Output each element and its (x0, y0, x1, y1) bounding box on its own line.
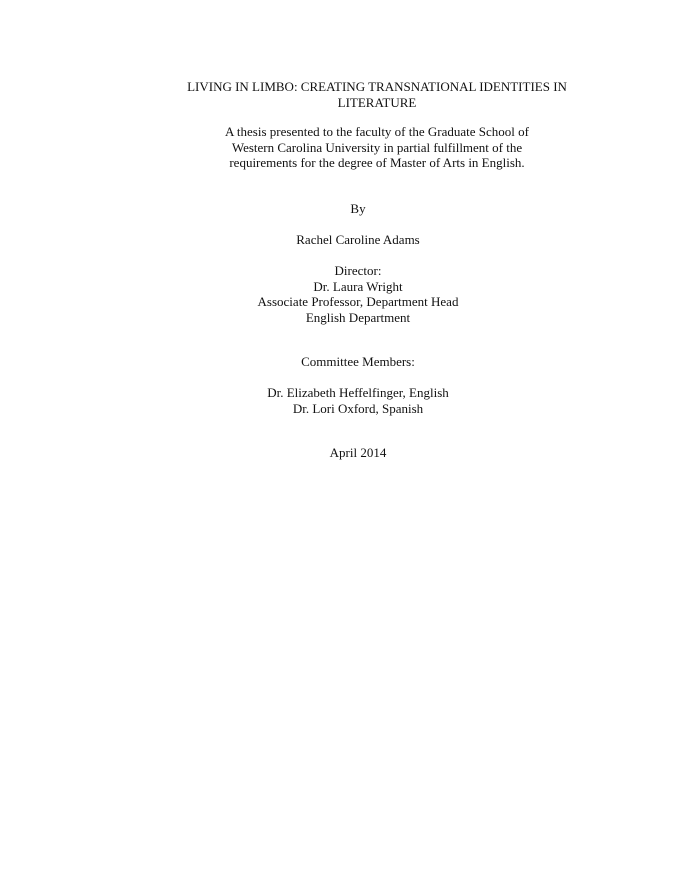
committee-member: Dr. Lori Oxford, Spanish (292, 400, 424, 416)
thesis-title-line-1: LIVING IN LIMBO: CREATING TRANSNATIONAL IDENTITIES IN (187, 79, 567, 94)
thesis-statement-line-3: requirements for the degree of Master of Arts in English. (229, 155, 525, 170)
director-name: Dr. Laura Wright (313, 278, 403, 294)
thesis-title (0, 79, 676, 110)
thesis-title-line-2: LITERATURE (337, 94, 417, 110)
committee-label: Committee Members: (301, 354, 415, 369)
director-title: Associate Professor, Department Head (257, 294, 459, 309)
director-department: English Department (305, 309, 411, 325)
thesis-statement-line-1: A thesis presented to the faculty of the Graduate School of (225, 124, 529, 139)
by-label: By (350, 201, 366, 216)
committee-member: Dr. Elizabeth Heffelfinger, English (267, 385, 449, 400)
thesis-statement-line-2: Western Carolina University in partial fulfillment of the (231, 139, 523, 155)
director-block (0, 263, 676, 325)
committee-members (0, 385, 676, 416)
author-name: Rachel Caroline Adams (296, 232, 420, 247)
director-label: Director: (334, 263, 382, 278)
thesis-statement (0, 124, 676, 171)
submission-date: April 2014 (329, 445, 387, 460)
